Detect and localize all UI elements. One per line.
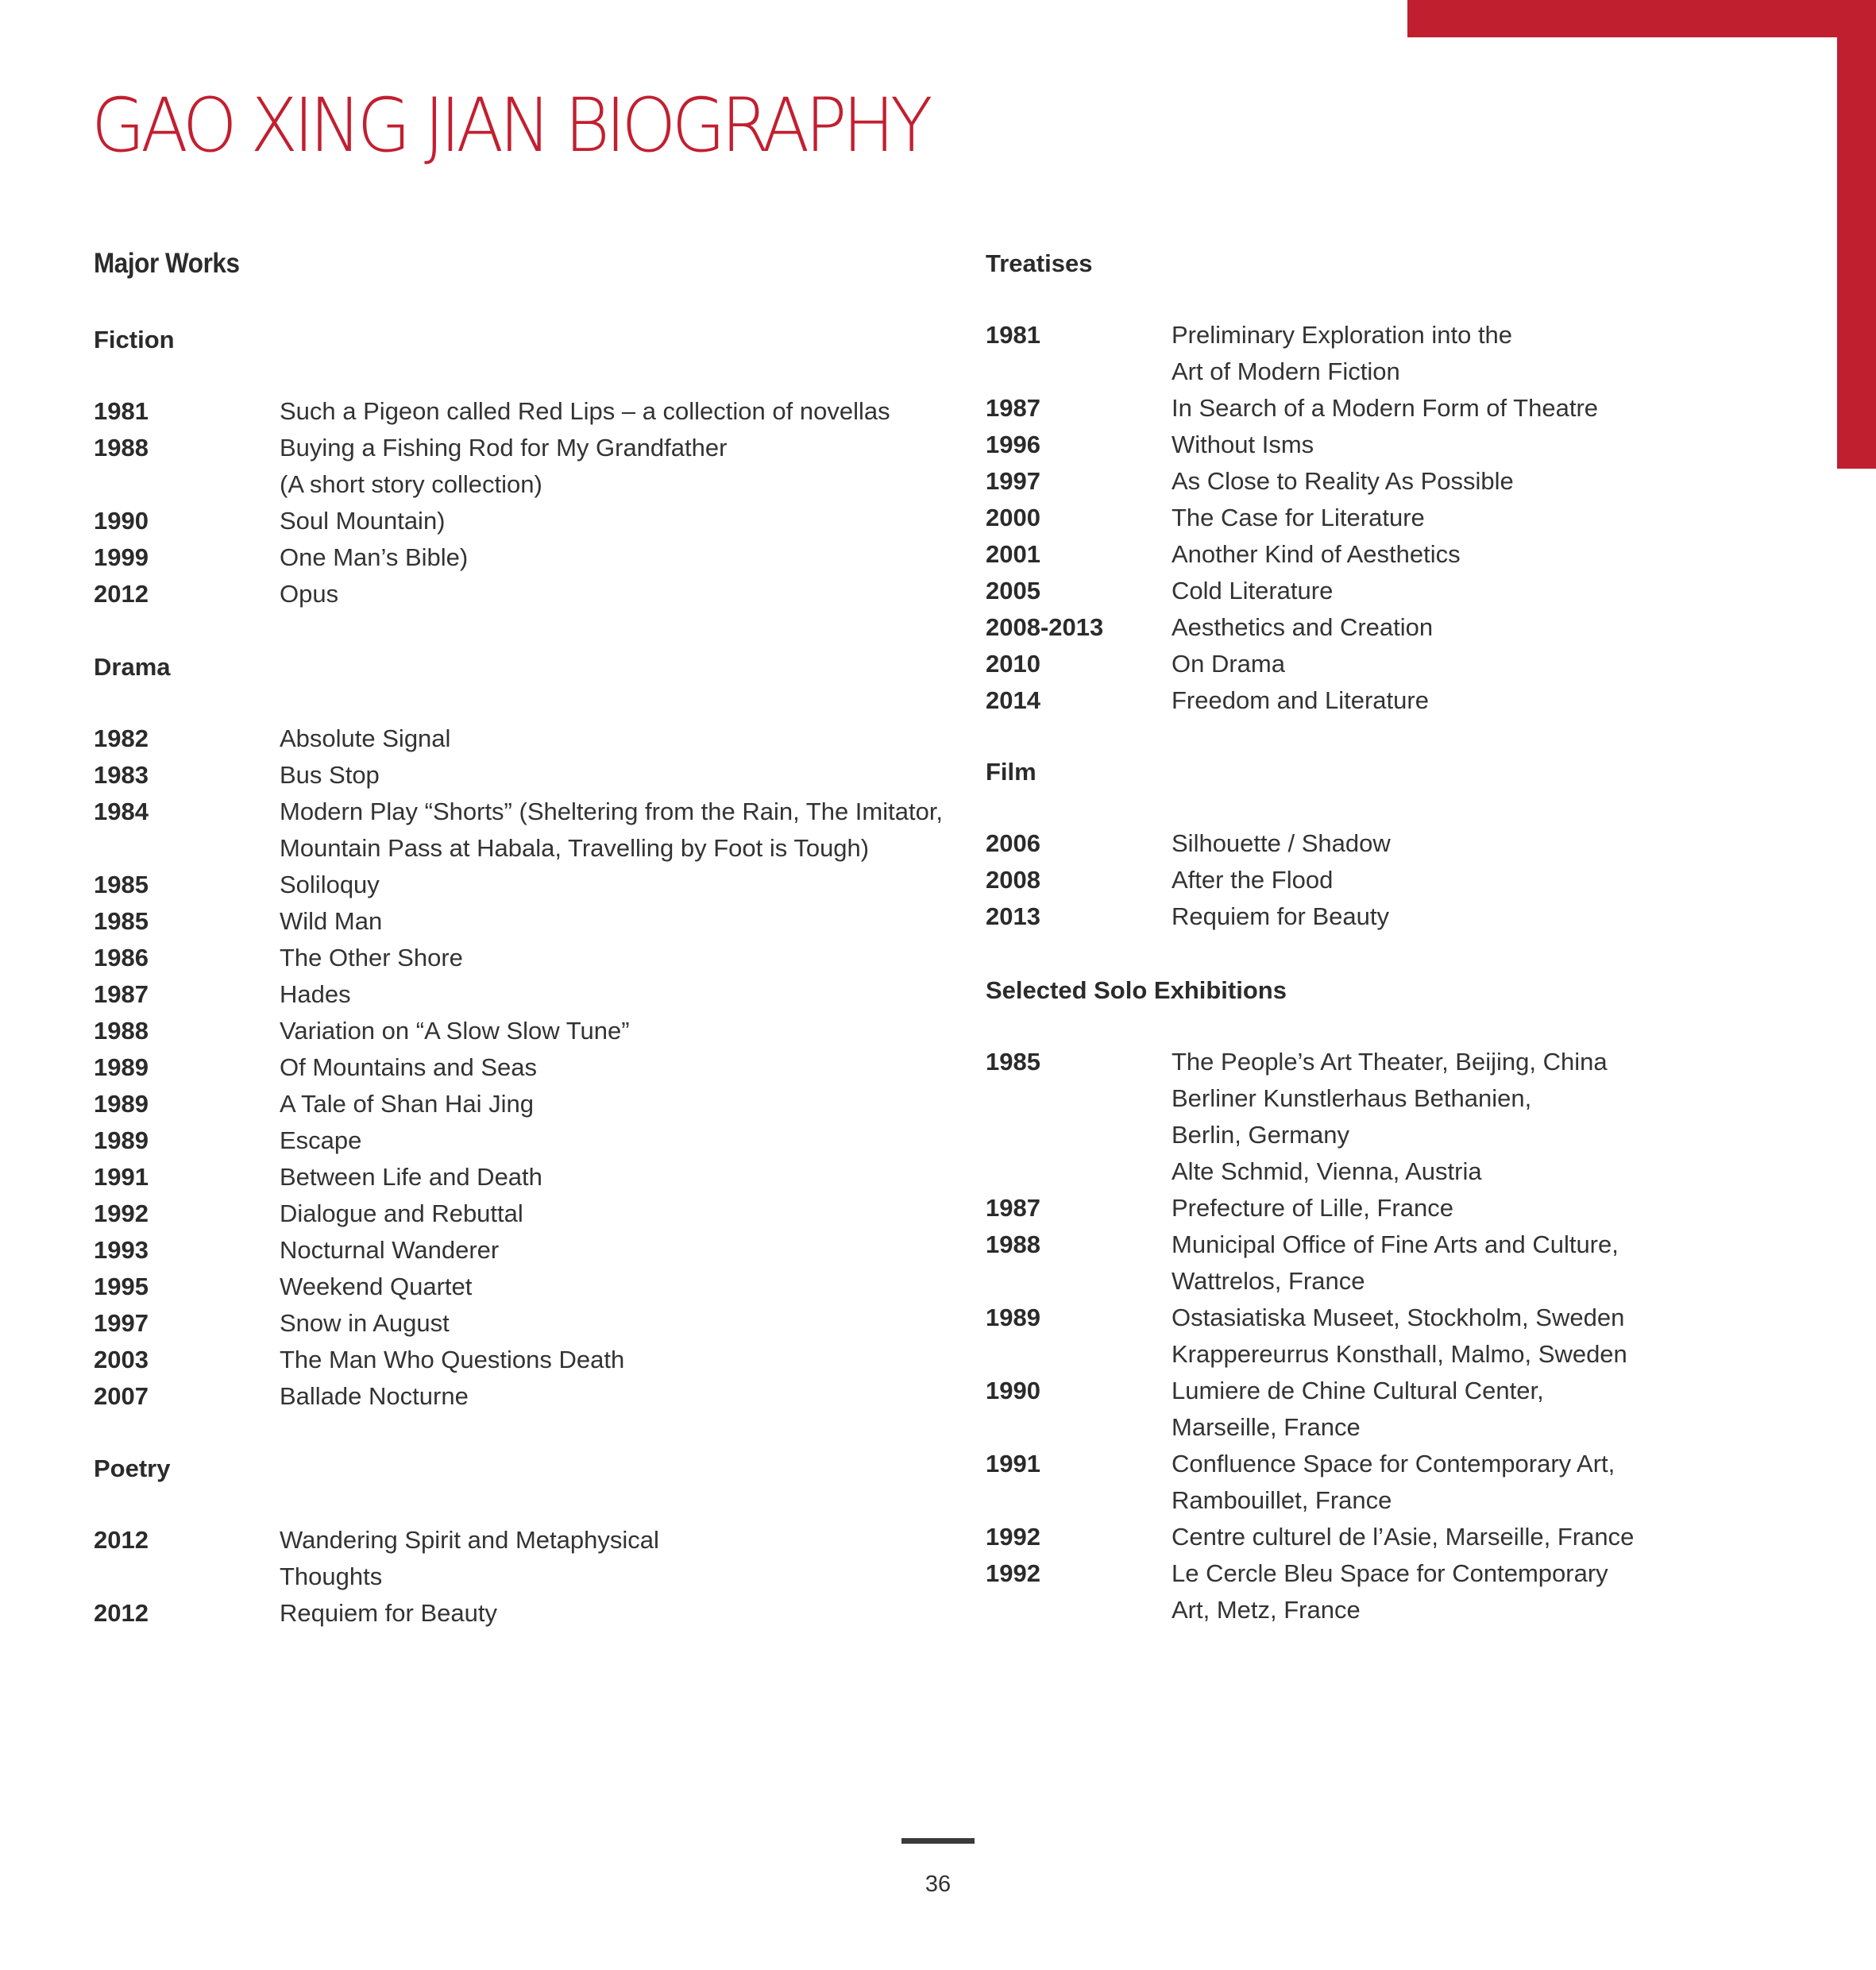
treatises-heading: Treatises	[986, 249, 1093, 277]
timeline-entry	[986, 862, 1333, 898]
exhibitions-heading: Selected Solo Exhibitions	[986, 976, 1287, 1004]
entry-year: 2008-2013	[986, 613, 1104, 641]
timeline-entry	[986, 500, 1425, 536]
entry-title: On Drama	[1172, 650, 1285, 678]
entry-title: Le Cercle Bleu Space for Contemporary	[1172, 1559, 1608, 1587]
entry-year: 1992	[986, 1559, 1040, 1587]
timeline-entry	[986, 1190, 1453, 1226]
timeline-entry	[986, 609, 1433, 646]
timeline-entry	[94, 720, 450, 757]
fiction-heading: Fiction	[94, 326, 175, 353]
timeline-entry	[94, 503, 446, 539]
entry-title: Berliner Kunstlerhaus Bethanien,	[1172, 1084, 1532, 1112]
entry-title: Snow in August	[280, 1309, 450, 1337]
entry-year: 2012	[94, 1599, 149, 1627]
entry-title: Soul Mountain)	[280, 507, 446, 535]
entry-title: Silhouette / Shadow	[1172, 829, 1391, 857]
entry-title: Requiem for Beauty	[280, 1599, 497, 1627]
timeline-entry	[986, 646, 1285, 682]
entry-year: 1993	[94, 1236, 149, 1264]
entry-title: Aesthetics and Creation	[1172, 613, 1434, 641]
entry-year: 1991	[986, 1450, 1040, 1478]
timeline-entry	[94, 1305, 450, 1342]
entry-title: Freedom and Literature	[1172, 686, 1429, 714]
entry-year: 1989	[94, 1126, 149, 1154]
timeline-entry	[94, 430, 727, 503]
drama-heading: Drama	[94, 653, 171, 681]
timeline-entry	[986, 1555, 1608, 1628]
entry-year: 2012	[94, 580, 149, 608]
entry-year: 1984	[94, 798, 149, 825]
entry-year: 2001	[986, 540, 1040, 568]
entry-year: 2005	[986, 577, 1040, 605]
timeline-entry	[94, 1013, 630, 1049]
entry-title: Prefecture of Lille, France	[1172, 1194, 1453, 1222]
entry-title: Mountain Pass at Habala, Travelling by Foot is Tough)	[280, 834, 870, 862]
timeline-entry	[986, 1226, 1619, 1300]
entry-year: 2000	[986, 504, 1040, 531]
timeline-entry	[94, 1595, 497, 1632]
entry-title: Such a Pigeon called Red Lips – a collection of novellas	[280, 397, 890, 425]
timeline-entry	[94, 1342, 624, 1378]
entry-year: 1989	[94, 1090, 149, 1118]
entry-title: Buying a Fishing Rod for My Grandfather	[280, 434, 728, 462]
entry-year: 2012	[94, 1526, 149, 1554]
entry-title: Ballade Nocturne	[280, 1382, 469, 1410]
entry-title: Hades	[280, 980, 351, 1008]
entry-year: 1995	[94, 1273, 149, 1300]
entry-title: Bus Stop	[280, 761, 380, 789]
timeline-entry	[94, 903, 382, 940]
entry-year: 2003	[94, 1346, 149, 1373]
timeline-entry	[986, 825, 1391, 862]
timeline-entry	[94, 1269, 472, 1305]
entry-title: Municipal Office of Fine Arts and Culture,	[1172, 1230, 1619, 1258]
entry-year: 1986	[94, 944, 149, 971]
entry-year: 1987	[986, 394, 1040, 422]
timeline-entry	[94, 1196, 523, 1232]
entry-year: 2007	[94, 1382, 149, 1410]
entry-year: 1999	[94, 543, 149, 571]
entry-year: 1989	[94, 1053, 149, 1081]
timeline-entry	[986, 536, 1461, 573]
entry-title: The Other Shore	[280, 944, 463, 971]
timeline-entry	[986, 317, 1512, 390]
timeline-entry	[986, 1044, 1608, 1190]
entry-title: Preliminary Exploration into the	[1172, 321, 1513, 349]
entry-title: Alte Schmid, Vienna, Austria	[1172, 1157, 1482, 1185]
entry-title: Weekend Quartet	[280, 1273, 473, 1300]
entry-title: Without Isms	[1172, 431, 1314, 458]
timeline-entry	[94, 794, 943, 867]
entry-year: 2014	[986, 686, 1040, 714]
entry-year: 1996	[986, 431, 1040, 458]
entry-title: As Close to Reality As Possible	[1172, 467, 1514, 495]
timeline-entry	[94, 976, 351, 1013]
entry-year: 2008	[986, 866, 1040, 894]
entry-title: Another Kind of Aesthetics	[1172, 540, 1461, 568]
entry-title: Berlin, Germany	[1172, 1121, 1349, 1149]
entry-year: 1983	[94, 761, 149, 789]
entry-title: Confluence Space for Contemporary Art,	[1172, 1450, 1615, 1478]
entry-year: 1990	[94, 507, 149, 535]
entry-title: The Case for Literature	[1172, 504, 1425, 531]
timeline-entry	[986, 682, 1429, 719]
entry-year: 1990	[986, 1377, 1040, 1404]
entry-year: 1997	[94, 1309, 149, 1337]
timeline-entry	[94, 576, 338, 612]
entry-title: (A short story collection)	[280, 470, 542, 498]
entry-title: Wandering Spirit and Metaphysical	[280, 1526, 659, 1554]
entry-year: 2006	[986, 829, 1040, 857]
timeline-entry	[94, 1159, 542, 1196]
timeline-entry	[94, 1122, 361, 1159]
page-number: 36	[924, 1872, 952, 1897]
entry-year: 1987	[94, 980, 149, 1008]
entry-year: 1992	[986, 1523, 1040, 1551]
timeline-entry	[94, 867, 380, 903]
entry-title: Absolute Signal	[280, 724, 451, 752]
entry-title: Ostasiatiska Museet, Stockholm, Sweden	[1172, 1304, 1625, 1331]
entry-title: In Search of a Modern Form of Theatre	[1172, 394, 1599, 422]
entry-title: Wild Man	[280, 907, 383, 935]
entry-title: Cold Literature	[1172, 577, 1334, 605]
entry-year: 1988	[94, 434, 149, 462]
timeline-entry	[986, 1373, 1544, 1446]
entry-year: 1989	[986, 1304, 1040, 1331]
entry-title: Requiem for Beauty	[1172, 902, 1389, 930]
corner-accent-bar	[1407, 0, 1876, 37]
timeline-entry	[94, 940, 463, 976]
entry-title: Art of Modern Fiction	[1172, 357, 1400, 385]
timeline-entry	[94, 1086, 534, 1122]
entry-title: One Man’s Bible)	[280, 543, 469, 571]
entry-title: Opus	[280, 580, 339, 608]
timeline-entry	[986, 898, 1389, 935]
timeline-entry	[94, 393, 890, 430]
timeline-entry	[94, 1049, 537, 1086]
entry-title: Soliloquy	[280, 871, 380, 898]
timeline-entry	[986, 463, 1514, 500]
entry-year: 1991	[94, 1163, 149, 1191]
timeline-entry	[986, 1446, 1615, 1519]
entry-year: 2010	[986, 650, 1040, 678]
entry-year: 1985	[94, 907, 149, 935]
entry-title: Dialogue and Rebuttal	[280, 1199, 523, 1227]
entry-title: The People’s Art Theater, Beijing, China	[1172, 1048, 1608, 1076]
film-heading: Film	[986, 758, 1036, 786]
entry-year: 1988	[94, 1017, 149, 1045]
entry-title: Of Mountains and Seas	[280, 1053, 537, 1081]
timeline-entry	[94, 757, 380, 794]
entry-year: 1982	[94, 724, 149, 752]
entry-title: Modern Play “Shorts” (Sheltering from the Rain, The Imitator,	[280, 798, 944, 825]
entry-year: 1981	[94, 397, 149, 425]
entry-year: 1997	[986, 467, 1040, 495]
entry-title: Variation on “A Slow Slow Tune”	[280, 1017, 630, 1045]
timeline-entry	[94, 1378, 469, 1415]
entry-title: A Tale of Shan Hai Jing	[280, 1090, 534, 1118]
entry-year: 1985	[986, 1048, 1040, 1076]
major-works-heading: Major Works	[94, 248, 240, 279]
entry-title: Rambouillet, France	[1172, 1486, 1392, 1514]
entry-title: Lumiere de Chine Cultural Center,	[1172, 1377, 1544, 1404]
entry-title: Wattrelos, France	[1172, 1267, 1365, 1295]
entry-title: Escape	[280, 1126, 362, 1154]
page-title: GAO XING JIAN BIOGRAPHY	[91, 83, 928, 169]
timeline-entry	[986, 427, 1314, 463]
entry-title: Nocturnal Wanderer	[280, 1236, 500, 1264]
entry-title: Between Life and Death	[280, 1163, 542, 1191]
entry-title: Centre culturel de l’Asie, Marseille, France	[1172, 1523, 1635, 1551]
entry-year: 1992	[94, 1199, 149, 1227]
entry-title: After the Flood	[1172, 866, 1334, 894]
timeline-entry	[986, 390, 1598, 427]
timeline-entry	[94, 1522, 659, 1595]
poetry-heading: Poetry	[94, 1454, 171, 1482]
entry-title: The Man Who Questions Death	[280, 1346, 625, 1373]
timeline-entry	[986, 573, 1333, 609]
entry-title: Krappereurrus Konsthall, Malmo, Sweden	[1172, 1340, 1627, 1368]
entry-year: 1988	[986, 1230, 1040, 1258]
timeline-entry	[986, 1300, 1627, 1373]
timeline-entry	[94, 539, 468, 576]
timeline-entry	[94, 1232, 499, 1269]
entry-year: 1987	[986, 1194, 1040, 1222]
entry-year: 1985	[94, 871, 149, 898]
entry-year: 2013	[986, 902, 1040, 930]
entry-year: 1981	[986, 321, 1040, 349]
entry-title: Marseille, France	[1172, 1413, 1361, 1441]
footer-rule	[901, 1838, 975, 1844]
entry-title: Thoughts	[280, 1562, 383, 1590]
entry-title: Art, Metz, France	[1172, 1596, 1361, 1624]
corner-accent-side	[1837, 0, 1876, 469]
timeline-entry	[986, 1519, 1634, 1555]
